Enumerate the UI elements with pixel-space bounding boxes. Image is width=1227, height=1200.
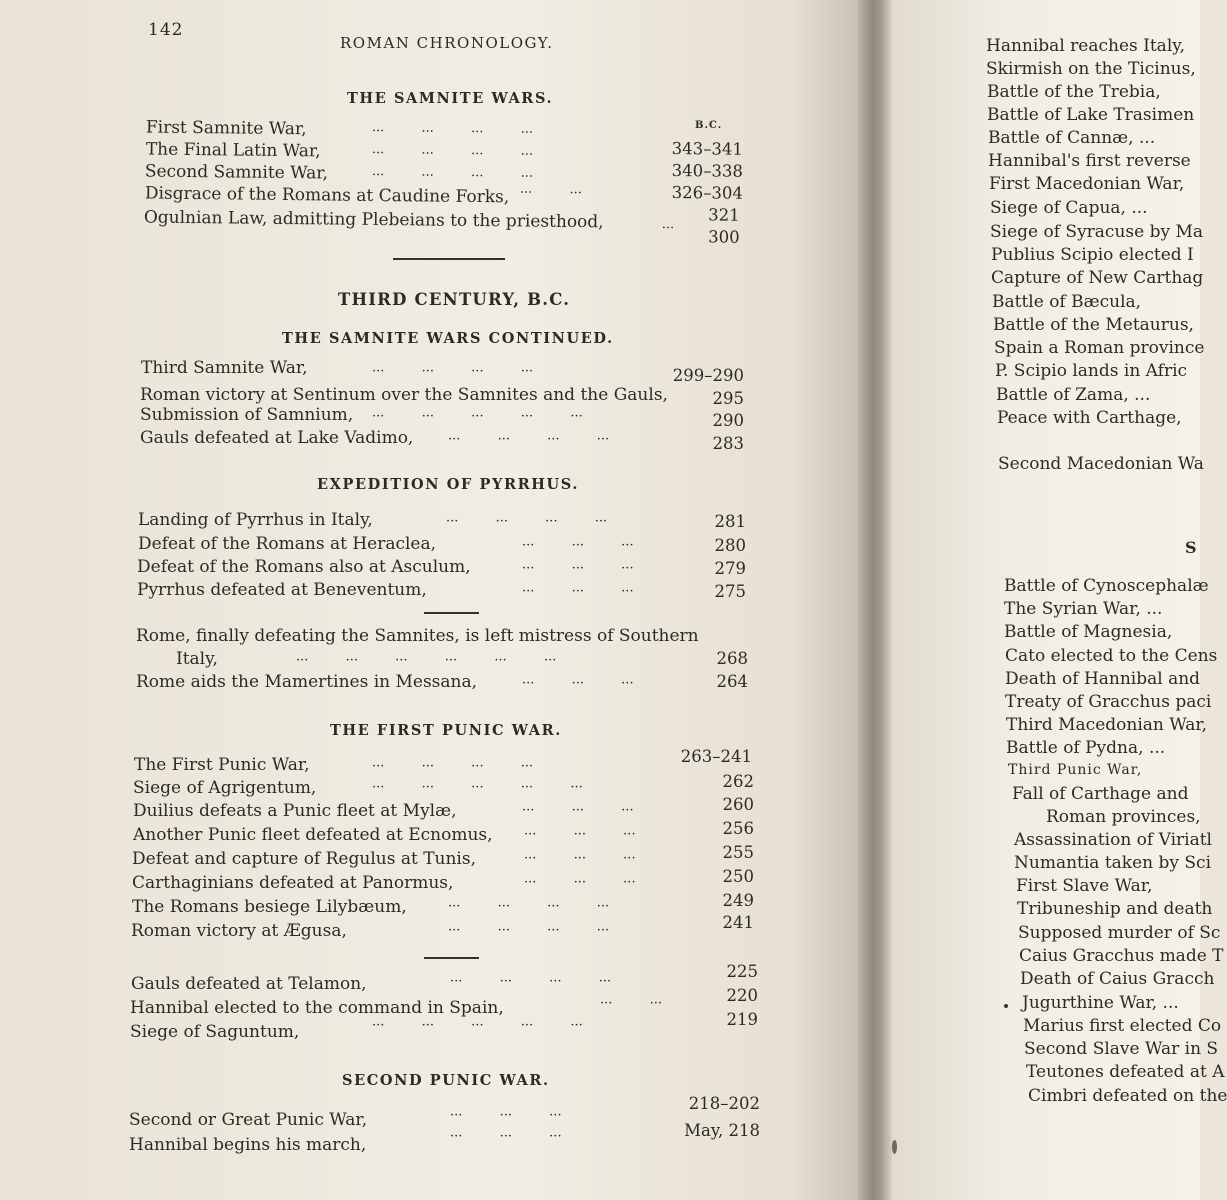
leader-dots: ··· ··· ··· ··· xyxy=(371,123,534,141)
event-date: 340–338 xyxy=(671,161,744,181)
right-page-line: Supposed murder of Sc xyxy=(1018,923,1221,943)
event-date: 295 xyxy=(712,389,744,408)
right-page-line: First Slave War, xyxy=(1016,876,1153,896)
right-page-line: Roman provinces, xyxy=(1046,807,1201,827)
running-head: ROMAN CHRONOLOGY. xyxy=(340,34,554,52)
event-date: 343–341 xyxy=(671,139,744,159)
right-page-line: Second Slave War in S xyxy=(1024,1039,1219,1059)
leader-dots: ··· ··· ··· xyxy=(450,1129,562,1144)
event-date: 300 xyxy=(708,227,740,247)
chronology-row xyxy=(0,534,860,558)
event-label: Hannibal begins his march, xyxy=(129,1135,367,1155)
leader-dots: ··· ··· ··· ··· xyxy=(448,923,610,938)
right-page-line: Death of Hannibal and xyxy=(1005,669,1201,689)
event-date: 280 xyxy=(714,536,746,555)
chronology-row xyxy=(0,510,860,534)
heading-first-punic-war: THE FIRST PUNIC WAR. xyxy=(330,722,562,739)
event-label: Second Samnite War, xyxy=(144,161,329,184)
event-label: The Romans besiege Lilybæum, xyxy=(132,897,407,917)
event-label: Roman victory at Sentinum over the Samnites and the Gauls, xyxy=(140,385,668,405)
right-page-line: Caius Gracchus made T xyxy=(1019,946,1224,966)
right-page-line: Treaty of Gracchus paci xyxy=(1005,692,1212,712)
event-date: 262 xyxy=(722,772,754,791)
event-label: Siege of Saguntum, xyxy=(130,1022,300,1042)
heading-samnite-wars-continued: THE SAMNITE WARS CONTINUED. xyxy=(282,330,614,347)
event-label: Ogulnian Law, admitting Plebeians to the priesthood, xyxy=(143,207,604,233)
event-date: 279 xyxy=(714,559,746,578)
chronology-row xyxy=(0,672,860,696)
bc-column-label: B.C. xyxy=(695,120,723,131)
event-label: Defeat of the Romans also at Asculum, xyxy=(137,557,471,577)
book-gutter xyxy=(858,0,892,1200)
leader-dots: ··· ··· ··· ··· ··· xyxy=(372,409,583,424)
leader-dots: ··· ··· ··· ··· xyxy=(448,432,610,447)
leader-dots: ··· ··· ··· ··· ··· xyxy=(372,780,583,795)
right-page-line: Battle of Zama, ... xyxy=(996,385,1151,405)
leader-dots: ··· ··· ··· ··· xyxy=(448,899,610,914)
right-page-line: Capture of New Carthag xyxy=(991,268,1204,288)
right-page-line: Marius first elected Co xyxy=(1023,1016,1222,1036)
event-label: Gauls defeated at Lake Vadimo, xyxy=(140,428,414,448)
event-label: Defeat and capture of Regulus at Tunis, xyxy=(132,849,477,869)
event-date: 249 xyxy=(722,891,754,910)
section-rule xyxy=(424,957,479,959)
event-label: Duilius defeats a Punic fleet at Mylæ, xyxy=(133,801,457,821)
chronology-row xyxy=(0,1121,860,1159)
right-page-line: Siege of Syracuse by Ma xyxy=(990,222,1204,242)
chronology-row xyxy=(0,358,860,385)
section-rule xyxy=(424,612,479,614)
margin-mark xyxy=(1004,1004,1008,1008)
event-date: 268 xyxy=(716,649,748,668)
section-rule xyxy=(393,258,505,260)
event-label: The Final Latin War, xyxy=(145,139,321,162)
leader-dots: ··· ··· ··· xyxy=(450,1108,562,1123)
leader-dots: ··· ··· ··· xyxy=(524,827,636,842)
right-page-line: Battle of the Trebia, xyxy=(987,82,1161,102)
event-date: 220 xyxy=(726,986,758,1005)
event-date: 290 xyxy=(712,411,744,430)
leader-dots: ··· ··· ··· ··· xyxy=(372,364,534,379)
leader-dots: ··· ··· ··· ··· ··· ··· xyxy=(296,653,557,668)
right-page-line: Battle of Pydna, ... xyxy=(1006,738,1166,758)
right-page-line: P. Scipio lands in Afric xyxy=(995,361,1188,381)
right-page-line: Battle of Lake Trasimen xyxy=(987,105,1195,125)
right-page-line: Third Punic War, xyxy=(1008,762,1143,778)
event-label: First Samnite War, xyxy=(145,117,307,140)
leader-dots: ··· ··· ··· ··· xyxy=(371,145,534,163)
event-date: 283 xyxy=(712,434,744,453)
right-page-line: Cato elected to the Cens xyxy=(1005,646,1218,666)
chronology-row xyxy=(0,428,860,452)
right-page-line: Battle of Magnesia, xyxy=(1004,622,1173,642)
chronology-row-continued xyxy=(0,649,860,673)
right-page-line: Fall of Carthage and xyxy=(1012,784,1189,804)
right-page-line: Battle of Cynoscephalæ xyxy=(1004,576,1209,596)
leader-dots: ··· ··· xyxy=(519,185,582,202)
event-label: Gauls defeated at Telamon, xyxy=(131,974,367,994)
ink-mark xyxy=(892,1140,897,1154)
event-label: The First Punic War, xyxy=(134,755,310,775)
event-date: 275 xyxy=(714,582,746,601)
leader-dots: ··· ··· ··· ··· xyxy=(450,974,612,989)
right-page-line: Battle of Bæcula, xyxy=(992,292,1142,312)
right-page-line: Battle of the Metaurus, xyxy=(993,315,1194,335)
leader-dots: ··· ··· ··· xyxy=(522,676,634,691)
leader-dots: ··· ··· ··· ··· xyxy=(371,167,534,185)
event-label: Submission of Samnium, xyxy=(140,405,354,425)
event-date: 241 xyxy=(722,913,754,932)
leader-dots: ··· ··· ··· xyxy=(522,538,634,553)
event-date: 260 xyxy=(722,795,754,814)
event-label-continued: Italy, xyxy=(176,649,218,669)
event-label: Pyrrhus defeated at Beneventum, xyxy=(137,580,427,600)
heading-third-century: THIRD CENTURY, B.C. xyxy=(338,290,571,309)
event-label: Siege of Agrigentum, xyxy=(133,778,317,798)
heading-second-punic-war: SECOND PUNIC WAR. xyxy=(342,1072,550,1089)
right-page-line: Publius Scipio elected I xyxy=(991,245,1194,265)
right-page-line: Teutones defeated at A xyxy=(1026,1062,1225,1082)
event-label: Defeat of the Romans at Heraclea, xyxy=(138,534,437,554)
event-date: May, 218 xyxy=(684,1121,760,1140)
right-page-line: The Syrian War, ... xyxy=(1004,599,1163,619)
event-label: Hannibal elected to the command in Spain, xyxy=(130,998,504,1018)
right-page-line: First Macedonian War, xyxy=(989,174,1185,194)
right-page-line: Hannibal reaches Italy, xyxy=(986,36,1186,56)
event-date: 264 xyxy=(716,672,748,691)
leader-dots: ··· ··· ··· ··· xyxy=(372,759,534,774)
event-date: 281 xyxy=(714,512,746,531)
event-date: 256 xyxy=(722,819,754,838)
right-page-line: Hannibal's first reverse xyxy=(988,151,1191,171)
right-page-line: Jugurthine War, ... xyxy=(1022,993,1179,1013)
heading-pyrrhus: EXPEDITION OF PYRRHUS. xyxy=(317,476,579,493)
event-date: 250 xyxy=(722,867,754,886)
right-page-line: Assassination of Viriatl xyxy=(1014,830,1212,850)
chronology-row xyxy=(0,913,860,945)
right-page-line: Tribuneship and death xyxy=(1017,899,1213,919)
leader-dots: ··· ··· ··· ··· xyxy=(446,514,608,529)
event-date: 225 xyxy=(726,962,758,981)
right-page-line: Peace with Carthage, xyxy=(997,408,1182,428)
event-label: Landing of Pyrrhus in Italy, xyxy=(138,510,373,530)
right-page-line: Skirmish on the Ticinus, xyxy=(986,59,1196,79)
event-label: Carthaginians defeated at Panormus, xyxy=(132,873,454,893)
event-date: 326–304 xyxy=(671,183,744,203)
heading-samnite-wars: THE SAMNITE WARS. xyxy=(347,90,554,107)
event-label: Roman victory at Ægusa, xyxy=(131,921,347,941)
page-number: 142 xyxy=(148,20,184,40)
leader-dots: ··· ··· ··· xyxy=(522,561,634,576)
leader-dots: ··· ··· ··· xyxy=(524,875,636,890)
event-date: 255 xyxy=(722,843,754,862)
right-page-line: Third Macedonian War, xyxy=(1006,715,1208,735)
chronology-row xyxy=(0,557,860,581)
leader-dots: ··· ··· ··· xyxy=(524,851,636,866)
chronology-row xyxy=(0,1010,860,1046)
event-date: 263–241 xyxy=(680,747,752,766)
event-date: 218–202 xyxy=(688,1094,760,1113)
right-page-line: Cimbri defeated on the xyxy=(1028,1086,1227,1106)
right-page-line: Siege of Capua, ... xyxy=(990,198,1148,218)
right-page-line: Death of Caius Gracch xyxy=(1020,969,1215,989)
event-label: Another Punic fleet defeated at Ecnomus, xyxy=(133,825,493,845)
event-date: 321 xyxy=(708,205,740,225)
event-date: 299–290 xyxy=(672,366,744,385)
chronology-row xyxy=(0,580,860,604)
chronology-row xyxy=(0,626,860,650)
chronology-row xyxy=(0,405,860,429)
event-label: Second or Great Punic War, xyxy=(129,1110,368,1130)
right-page-section-fragment: S xyxy=(1185,538,1197,557)
leader-dots: ··· xyxy=(661,220,675,237)
right-page-line: Battle of Cannæ, ... xyxy=(988,128,1156,148)
leader-dots: ··· ··· ··· xyxy=(522,584,634,599)
event-label: Disgrace of the Romans at Caudine Forks, xyxy=(144,183,510,208)
leader-dots: ··· ··· ··· ··· ··· xyxy=(372,1018,583,1033)
right-page-line: Numantia taken by Sci xyxy=(1014,853,1212,873)
event-label: Rome aids the Mamertines in Messana, xyxy=(136,672,478,692)
event-date: 219 xyxy=(726,1010,758,1029)
right-page-line: Second Macedonian Wa xyxy=(998,454,1204,474)
leader-dots: ··· ··· ··· xyxy=(522,803,634,818)
right-page-line: Spain a Roman province xyxy=(994,338,1205,358)
leader-dots: ··· ··· xyxy=(600,996,662,1011)
event-label: Rome, finally defeating the Samnites, is left mistress of Southern xyxy=(136,626,699,646)
event-label: Third Samnite War, xyxy=(141,358,308,378)
